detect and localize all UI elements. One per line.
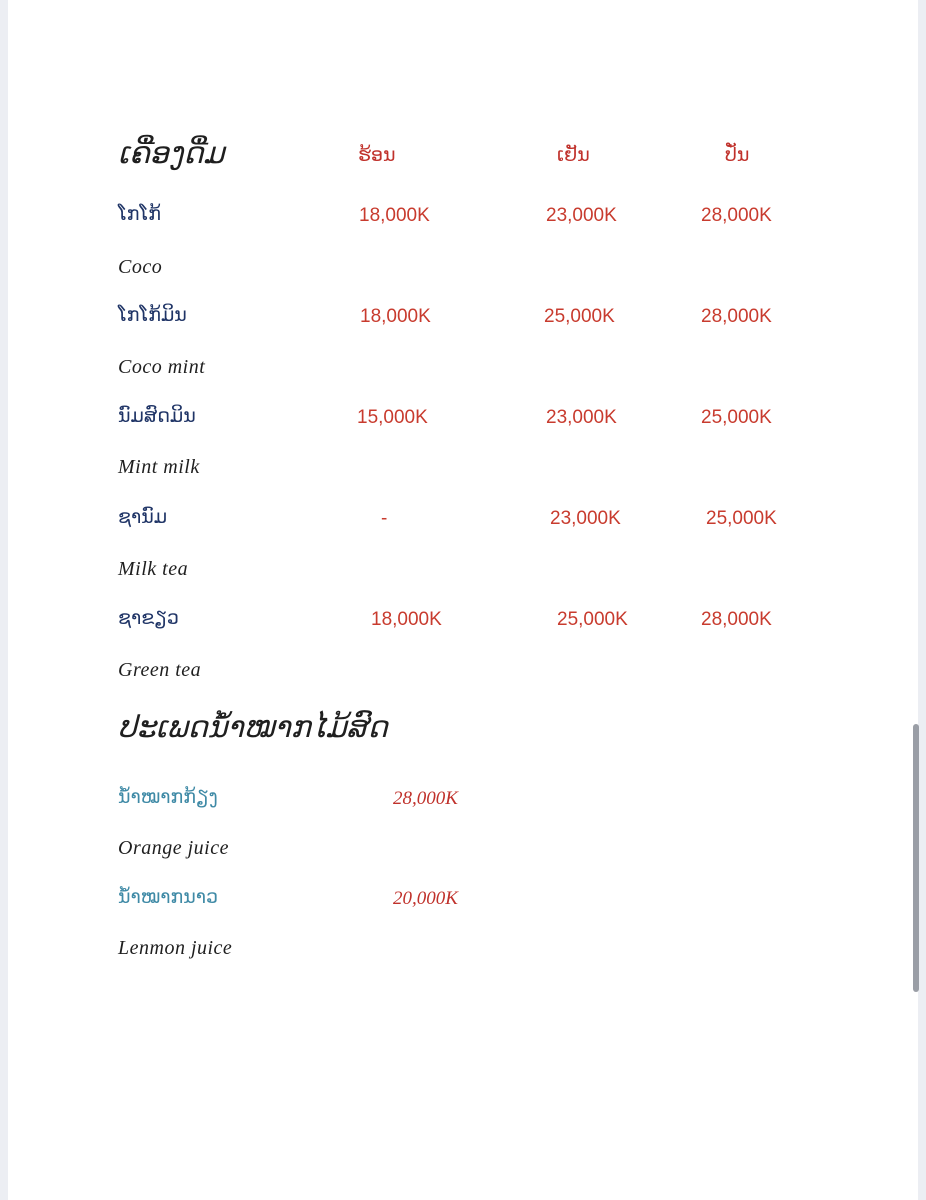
juice-name-en: Lenmon juice — [118, 937, 233, 959]
drink-name-en: Coco mint — [118, 356, 206, 378]
menu-page — [8, 0, 918, 1200]
price-hot: 18,000K — [360, 306, 431, 327]
juices-title: ປະເພດນ້ຳໝາກໄມ້ສົດ — [118, 710, 388, 745]
price-hot: 15,000K — [357, 407, 428, 428]
price-frappe: 25,000K — [706, 508, 777, 529]
price-cold: 23,000K — [546, 407, 617, 428]
price-cold: 25,000K — [557, 609, 628, 630]
price-cold: 23,000K — [550, 508, 621, 529]
price-hot: 18,000K — [359, 205, 430, 226]
drink-name-lao: ຊາຂຽວ — [118, 607, 179, 629]
drink-name-en: Mint milk — [118, 456, 200, 478]
price-frappe: 25,000K — [701, 407, 772, 428]
column-hot: ຮ້ອນ — [358, 144, 396, 166]
drink-name-en: Milk tea — [118, 558, 189, 580]
juice-name-lao: ນ້ຳໝາກນາວ — [118, 886, 219, 908]
juice-price: 20,000K — [393, 888, 458, 909]
drink-name-lao: ນົມສົດມິນ — [118, 405, 196, 427]
drink-name-en: Green tea — [118, 659, 202, 681]
column-cold: ເຢັນ — [557, 144, 590, 166]
juice-price: 28,000K — [393, 788, 458, 809]
drink-name-lao: ຊານົມ — [118, 506, 168, 528]
vertical-scrollbar[interactable] — [913, 724, 919, 992]
price-hot: 18,000K — [371, 609, 442, 630]
drink-name-lao: ໂກໂກ້ມິນ — [118, 304, 187, 326]
drink-name-lao: ໂກໂກ້ — [118, 203, 161, 225]
drinks-title: ເຄື່ອງດື່ມ — [118, 136, 225, 171]
price-frappe: 28,000K — [701, 609, 772, 630]
price-frappe: 28,000K — [701, 306, 772, 327]
juice-name-en: Orange juice — [118, 837, 229, 859]
price-hot: - — [381, 508, 388, 529]
price-cold: 23,000K — [546, 205, 617, 226]
juice-name-lao: ນ້ຳໝາກກ້ຽງ — [118, 786, 218, 808]
column-frappe: ປັ່ນ — [725, 144, 750, 166]
drink-name-en: Coco — [118, 256, 163, 278]
price-frappe: 28,000K — [701, 205, 772, 226]
price-cold: 25,000K — [544, 306, 615, 327]
